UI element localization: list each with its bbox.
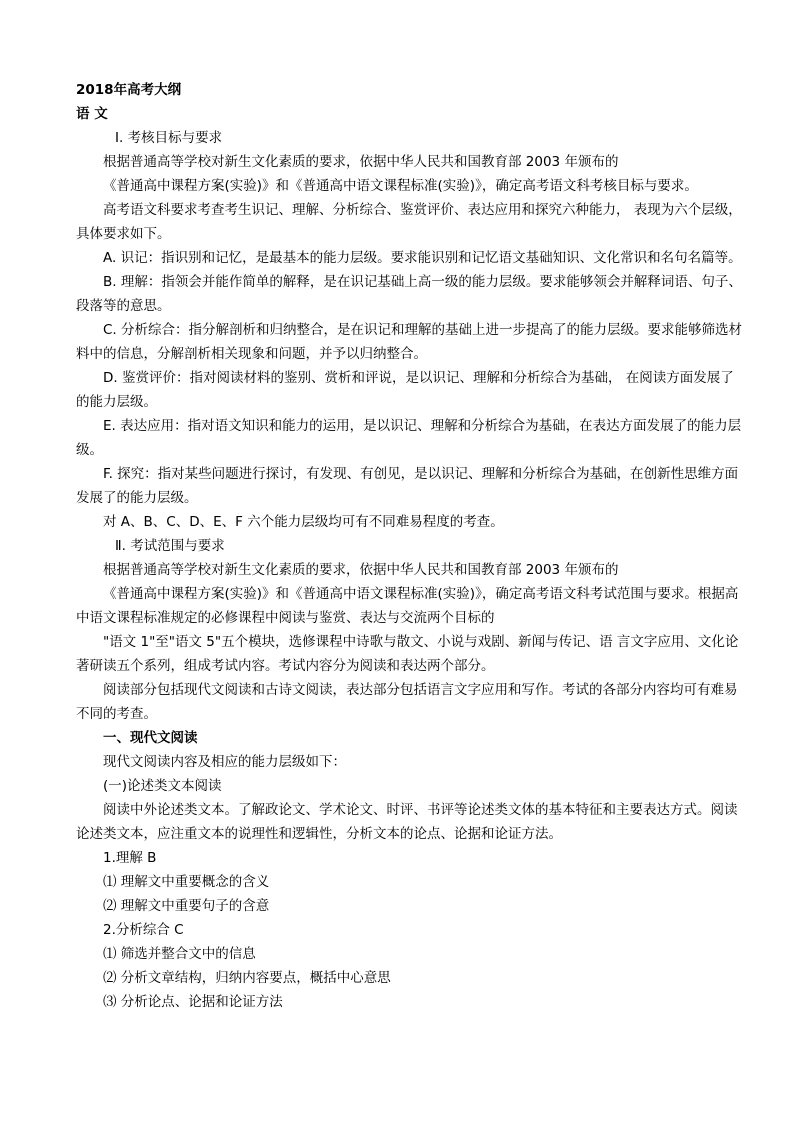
paragraph: 对 A、B、C、D、E、F 六个能力层级均可有不同难易程度的考查。 [103, 514, 504, 530]
paragraph: 阅读部分包括现代文阅读和古诗文阅读，表达部分包括语言文字应用和写作。考试的各部分内容均可有难易不同的考查。 [76, 682, 738, 722]
subject-heading: 语 文 [76, 106, 108, 122]
paragraph: (一)论述类文本阅读 [103, 778, 222, 794]
paragraph: 现代文阅读内容及相应的能力层级如下： [103, 754, 346, 770]
paragraph: B. 理解：指领会并能作简单的解释，是在识记基础上高一级的能力层级。要求能够领会并解释词语、句子、段落等的意思。 [76, 274, 742, 314]
subsection-heading: 一、现代文阅读 [103, 730, 198, 746]
paragraph: 《普通高中课程方案(实验)》和《普通高中语文课程标准(实验)》，确定高考语文科考核目标与要求。 [103, 178, 698, 194]
paragraph: "语文 1"至"语文 5"五个模块，选修课程中诗歌与散文、小说与戏剧、新闻与传记、语 言文字应用、文化论著研读五个系列，组成考试内容。考试内容分为阅读和表达两个部分。 [76, 634, 739, 674]
list-item: ⑵ 理解文中重要句子的含意 [103, 898, 270, 914]
list-item: 1.理解 B [103, 850, 157, 866]
paragraph: 根据普通高等学校对新生文化素质的要求，依据中华人民共和国教育部 2003 年颁布的 [103, 154, 619, 170]
list-item: ⑶ 分析论点、论据和论证方法 [103, 994, 283, 1010]
paragraph: 高考语文科要求考查考生识记、理解、分析综合、鉴赏评价、表达应用和探究六种能力， 表现为六个层级，具体要求如下。 [76, 202, 742, 242]
document-title: 2018年高考大纲 [76, 82, 182, 98]
paragraph: F. 探究：指对某些问题进行探讨，有发现、有创见，是以识记、理解和分析综合为基础，在创新性思维方面发展了的能力层级。 [76, 466, 739, 506]
list-item: 2.分析综合 C [103, 922, 184, 938]
paragraph: A. 识记：指识别和记忆，是最基本的能力层级。要求能识别和记忆语文基础知识、文化常识和名句名篇等。 [103, 250, 742, 266]
section-heading-2: Ⅱ. 考试范围与要求 [115, 538, 225, 554]
paragraph: D. 鉴赏评价：指对阅读材料的鉴别、赏析和评说，是以识记、理解和分析综合为基础， 在阅读方面发展了的能力层级。 [76, 370, 734, 410]
paragraph: C. 分析综合：指分解剖析和归纳整合，是在识记和理解的基础上进一步提高了的能力层级。要求能够筛选材料中的信息，分解剖析相关现象和问题，并予以归纳整合。 [76, 322, 743, 362]
paragraph: 根据普通高等学校对新生文化素质的要求，依据中华人民共和国教育部 2003 年颁布的 [103, 562, 619, 578]
document-body [76, 78, 744, 1014]
list-item: ⑴ 筛选并整合文中的信息 [103, 946, 256, 962]
paragraph: E. 表达应用：指对语文知识和能力的运用，是以识记、理解和分析综合为基础，在表达方面发展了的能力层级。 [76, 418, 742, 458]
section-heading-1: Ⅰ. 考核目标与要求 [115, 130, 223, 146]
paragraph: 阅读中外论述类文本。了解政论文、学术论文、时评、书评等论述类文体的基本特征和主要表达方式。阅读论述类文本，应注重文本的说理性和逻辑性，分析文本的论点、论据和论证方法。 [76, 802, 738, 842]
paragraph: 《普通高中课程方案(实验)》和《普通高中语文课程标准(实验)》，确定高考语文科考试范围与要求。根据高中语文课程标准规定的必修课程中阅读与鉴赏、表达与交流两个目标的 [76, 586, 739, 626]
list-item: ⑵ 分析文章结构，归纳内容要点，概括中心意思 [103, 970, 391, 986]
list-item: ⑴ 理解文中重要概念的含义 [103, 874, 270, 890]
